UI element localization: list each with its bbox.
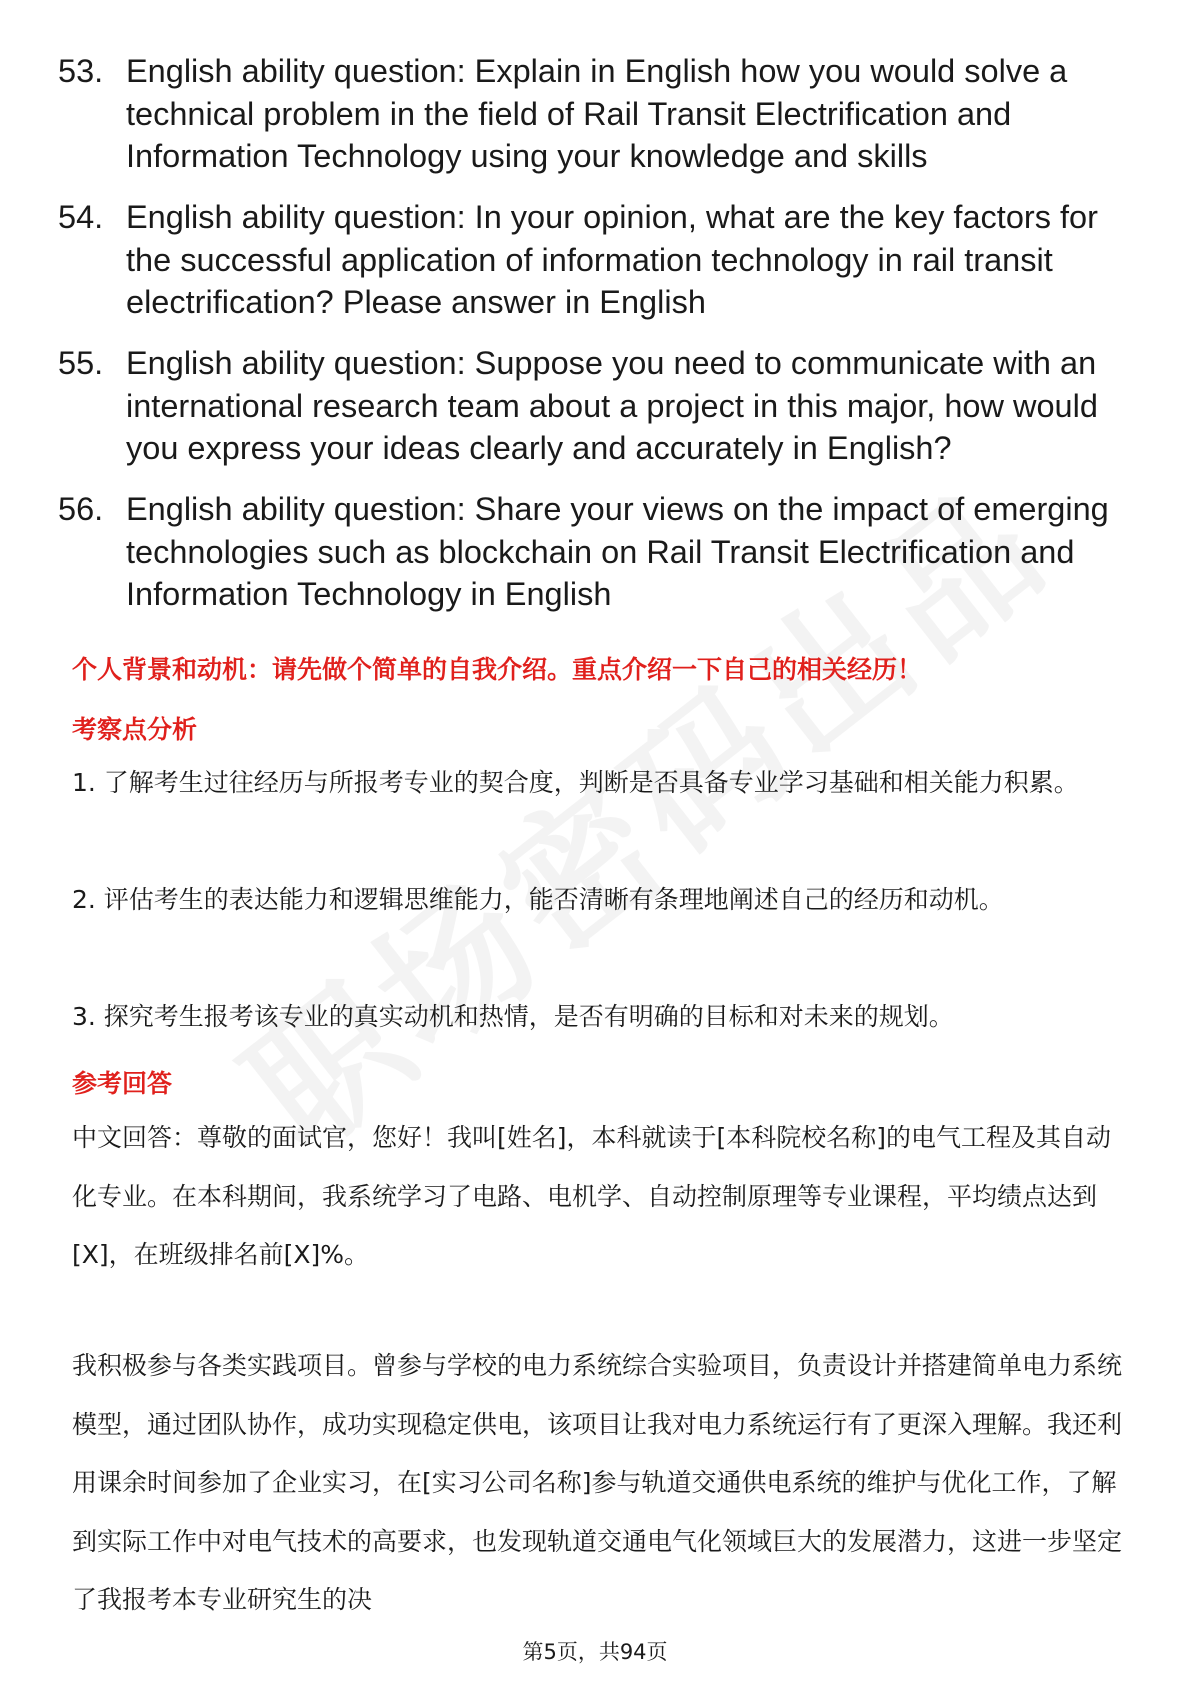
analysis-point: 3. 探究考生报考该专业的真实动机和热情，是否有明确的目标和对未来的规划。 (72, 1002, 954, 1031)
question-item (58, 342, 1138, 470)
answer-paragraph: 我积极参与各类实践项目。曾参与学校的电力系统综合实验项目，负责设计并搭建简单电力系统模型，通过团队协作，成功实现稳定供电，该项目让我对电力系统运行有了更深入理解。我还利用课余时间参加了企业实习，在[实习公司名称]参与轨道交通供电系统的维护与优化工作，了解到实际工作中对电气技术的高要求，也发现轨道交通电气化领域巨大的发展潜力，这进一步坚定了我报考本专业研究生的决 (72, 1351, 1123, 1614)
question-text: English ability question: Suppose you need to communicate with an international research team about a project in this major, how would you express your ideas clearly and accurately in English? (126, 345, 1098, 466)
question-text: English ability question: Explain in English how you would solve a technical problem in the field of Rail Transit Electrification and Information Technology using your knowledge and skills (126, 53, 1068, 174)
question-text: English ability question: In your opinion, what are the key factors for the successful application of information technology in rail transit electrification? Please answer in English (126, 199, 1098, 320)
question-number: 56. (58, 491, 104, 527)
question-item (58, 488, 1138, 616)
question-item (58, 50, 1138, 178)
question-number: 54. (58, 199, 104, 235)
analysis-point: 1. 了解考生过往经历与所报考专业的契合度，判断是否具备专业学习基础和相关能力积累。 (72, 768, 1079, 797)
question-number: 53. (58, 53, 104, 89)
question-list (58, 50, 1138, 634)
analysis-title: 考察点分析 (72, 715, 198, 744)
question-number: 55. (58, 345, 104, 381)
analysis-point: 2. 评估考生的表达能力和逻辑思维能力，能否清晰有条理地阐述自己的经历和动机。 (72, 885, 1004, 914)
answer-title: 参考回答 (72, 1069, 173, 1098)
page-number: 第5页，共94页 (522, 1640, 668, 1664)
section-heading: 个人背景和动机：请先做个简单的自我介绍。重点介绍一下自己的相关经历！ (72, 655, 923, 684)
answer-paragraph: 中文回答：尊敬的面试官，您好！我叫[姓名]，本科就读于[本科院校名称]的电气工程及其自动化专业。在本科期间，我系统学习了电路、电机学、自动控制原理等专业课程，平均绩点达到[X]，在班级排名前[X]%。 (72, 1123, 1112, 1269)
question-text: English ability question: Share your views on the impact of emerging technologies such as blockchain on Rail Transit Electrification and Information Technology in English (126, 491, 1109, 612)
question-item (58, 196, 1138, 324)
